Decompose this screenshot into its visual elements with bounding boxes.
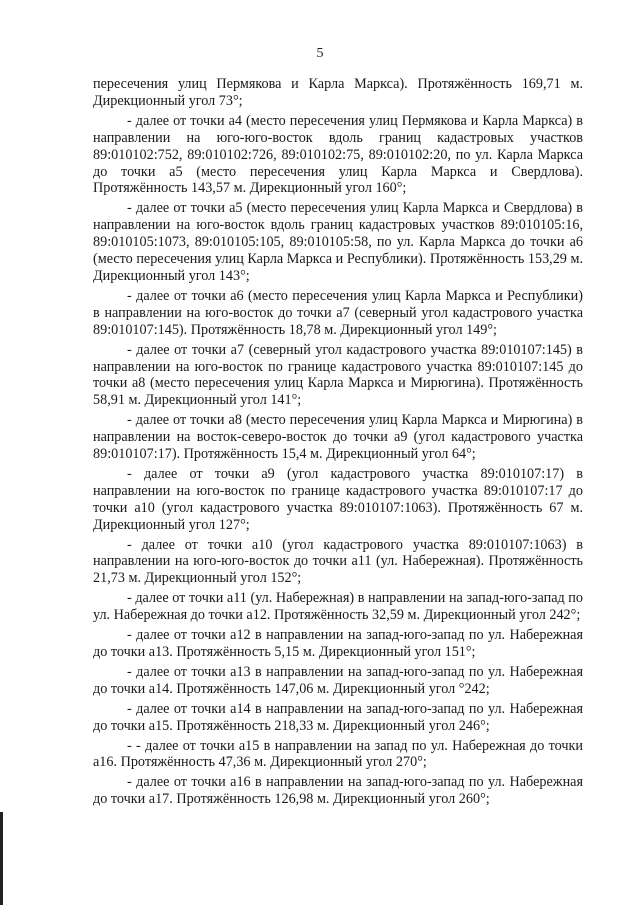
- document-body: [93, 76, 583, 811]
- paragraph: - далее от точки а9 (угол кадастрового участка 89:010107:17) в направлении на юго-восток по границе кадастрового участка 89:010107:17 до точки а10 (угол кадастрового участка 89:010107:1063). Протяжённость 67 м. Дирекционный угол 127°;: [93, 465, 583, 533]
- paragraph: - далее от точки а12 в направлении на запад-юго-запад по ул. Набережная до точки а13. Протяжённость 5,15 м. Дирекционный угол 151°;: [93, 627, 583, 660]
- paragraph: - далее от точки а10 (угол кадастрового участка 89:010107:1063) в направлении на юго-юго-восток до точки а11 (ул. Набережная). Протяжённость 21,73 м. Дирекционный угол 152°;: [93, 536, 583, 587]
- paragraph: - далее от точки а6 (место пересечения улиц Карла Маркса и Республики) в направлении на юго-восток до точки а7 (северный угол кадастрового участка 89:010107:145). Протяжённость 18,78 м. Дирекционный угол 149°;: [93, 287, 583, 338]
- paragraph: - далее от точки а13 в направлении на запад-юго-запад по ул. Набережная до точки а14. Протяжённость 147,06 м. Дирекционный угол °242;: [93, 663, 583, 697]
- paragraph: - далее от точки а14 в направлении на запад-юго-запад по ул. Набережная до точки а15. Протяжённость 218,33 м. Дирекционный угол 246°;: [93, 700, 583, 734]
- paragraph: - далее от точки а8 (место пересечения улиц Карла Маркса и Мирюгина) в направлении на восток-северо-восток до точки а9 (угол кадастрового участка 89:010107:17). Протяжённость 15,4 м. Дирекционный угол 64°;: [93, 412, 583, 463]
- scan-edge-mark: [0, 812, 3, 905]
- paragraph: - далее от точки а16 в направлении на запад-юго-запад по ул. Набережная до точки а17. Протяжённость 126,98 м. Дирекционный угол 260°;: [93, 774, 583, 808]
- paragraph: - - далее от точки а15 в направлении на запад по ул. Набережная до точки а16. Протяжённость 47,36 м. Дирекционный угол 270°;: [93, 737, 583, 771]
- paragraph: - далее от точки а5 (место пересечения улиц Карла Маркса и Свердлова) в направлении на юго-восток вдоль границ кадастровых участков 89:010105:16, 89:010105:1073, 89:010105:105, 89:010105:58, по ул. Карла Маркса до точки а6 (место пересечения улиц Карла Маркса и Республики). Протяжённость 153,29 м. Дирекционный угол 143°;: [93, 200, 583, 284]
- paragraph: - далее от точки а11 (ул. Набережная) в направлении на запад-юго-запад по ул. Набережная до точки а12. Протяжённость 32,59 м. Дирекционный угол 242°;: [93, 590, 583, 624]
- paragraph: - далее от точки а4 (место пересечения улиц Пермякова и Карла Маркса) в направлении на юго-юго-восток вдоль границ кадастровых участков 89:010102:752, 89:010102:726, 89:010102:75, 89:010102:20, по ул. Карла Маркса до точки а5 (место пересечения улиц Карла Маркса и Свердлова). Протяжённость 143,57 м. Дирекционный угол 160°;: [93, 112, 583, 197]
- paragraph: - далее от точки а7 (северный угол кадастрового участка 89:010107:145) в направлении на юго-восток по границе кадастрового участка 89:010107:145 до точки а8 (место пересечения улиц Карла Маркса и Мирюгина). Протяжённость 58,91 м. Дирекционный угол 141°;: [93, 341, 583, 409]
- paragraph: пересечения улиц Пермякова и Карла Маркса). Протяжённость 169,71 м. Дирекционный угол 73°;: [93, 76, 583, 109]
- page-number: 5: [316, 46, 324, 61]
